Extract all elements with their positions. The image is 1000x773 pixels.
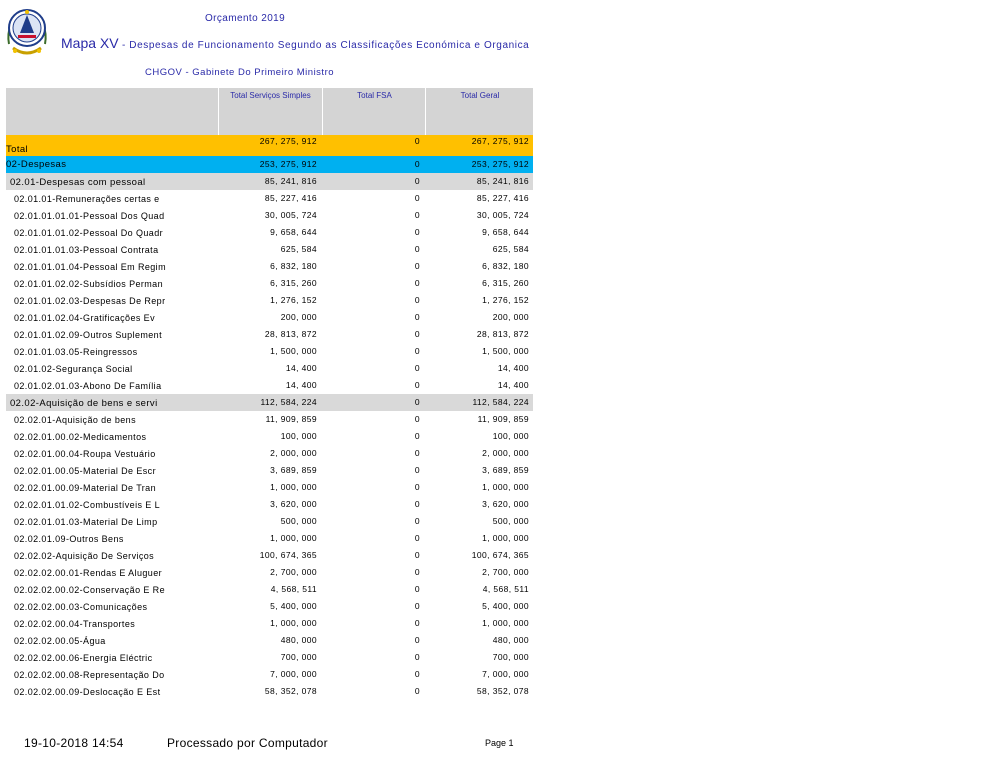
- row-label: 02.01.01.02.02-Subsídios Perman: [14, 279, 163, 289]
- row-total-fsa: 0: [414, 533, 420, 543]
- row-label: 02.01.01.03.05-Reingressos: [14, 347, 138, 357]
- row-label: Total: [6, 144, 29, 155]
- row-total-fsa: 0: [414, 601, 420, 611]
- table-row: [6, 649, 533, 666]
- row-total-fsa: 0: [414, 176, 420, 186]
- table-row: [6, 173, 533, 190]
- row-total-simples: 4, 568, 511: [270, 584, 317, 594]
- table-row: [6, 135, 533, 156]
- table-header: [6, 88, 533, 135]
- row-label: 02.02-Aquisição de bens e servi: [10, 398, 158, 409]
- column-header-simples: Total Serviços Simples: [219, 88, 323, 135]
- row-total-geral: 5, 400, 000: [482, 601, 529, 611]
- row-total-fsa: 0: [414, 431, 420, 441]
- table-row: [6, 530, 533, 547]
- coat-of-arms-emblem: [3, 4, 51, 58]
- row-label: 02.01.01.01.02-Pessoal Do Quadr: [14, 228, 163, 238]
- row-label: 02.01.01.02.09-Outros Suplement: [14, 330, 162, 340]
- row-label: 02.02.01.01.02-Combustíveis E L: [14, 500, 160, 510]
- row-total-geral: 85, 241, 816: [476, 176, 529, 186]
- row-total-simples: 28, 813, 872: [264, 329, 317, 339]
- row-total-geral: 9, 658, 644: [482, 227, 529, 237]
- row-label: 02.01.01-Remunerações certas e: [14, 194, 160, 204]
- map-subtitle: Despesas de Funcionamento Segundo as Classificações Económica e Organica: [129, 40, 530, 51]
- row-total-simples: 500, 000: [280, 516, 317, 526]
- row-total-fsa: 0: [414, 397, 420, 407]
- row-label: 02.01.01.01.03-Pessoal Contrata: [14, 245, 159, 255]
- row-label: 02.01.01.02.04-Gratificações Ev: [14, 313, 155, 323]
- row-label: 02.02.02.00.04-Transportes: [14, 619, 136, 629]
- table-row: [6, 462, 533, 479]
- row-total-simples: 14, 400: [285, 363, 317, 373]
- row-total-fsa: 0: [414, 159, 420, 169]
- row-total-fsa: 0: [414, 652, 420, 662]
- row-total-fsa: 0: [414, 193, 420, 203]
- expenses-table: [6, 88, 533, 700]
- row-total-fsa: 0: [414, 482, 420, 492]
- row-total-geral: 6, 315, 260: [482, 278, 529, 288]
- row-label: 02.02.02.00.02-Conservação E Re: [14, 585, 165, 595]
- row-label: 02.02.01-Aquisição de bens: [14, 415, 136, 425]
- table-row: [6, 309, 533, 326]
- row-label: 02.01.01.01.01-Pessoal Dos Quad: [14, 211, 165, 221]
- row-label: 02.02.02.00.08-Representação Do: [14, 670, 165, 680]
- table-row: [6, 190, 533, 207]
- table-row: [6, 666, 533, 683]
- row-total-geral: 700, 000: [492, 652, 529, 662]
- table-row: [6, 326, 533, 343]
- row-total-fsa: 0: [414, 414, 420, 424]
- table-row: [6, 513, 533, 530]
- table-row: [6, 598, 533, 615]
- row-total-geral: 85, 227, 416: [476, 193, 529, 203]
- row-label: 02.02.02.00.03-Comunicações: [14, 602, 148, 612]
- row-total-geral: 3, 620, 000: [482, 499, 529, 509]
- row-total-simples: 1, 000, 000: [270, 533, 317, 543]
- row-label: 02-Despesas: [6, 159, 67, 170]
- row-label: 02.02.02.00.01-Rendas E Aluguer: [14, 568, 163, 578]
- table-row: [6, 394, 533, 411]
- row-total-simples: 112, 584, 224: [260, 397, 317, 407]
- row-label: 02.01.02.01.03-Abono De Família: [14, 381, 162, 391]
- row-total-simples: 6, 315, 260: [270, 278, 317, 288]
- row-total-simples: 100, 000: [280, 431, 317, 441]
- row-total-simples: 1, 000, 000: [270, 482, 317, 492]
- row-label: 02.01.02-Segurança Social: [14, 364, 133, 374]
- row-total-geral: 625, 584: [492, 244, 529, 254]
- table-row: [6, 292, 533, 309]
- table-row: [6, 428, 533, 445]
- row-total-simples: 253, 275, 912: [259, 159, 317, 169]
- row-total-fsa: 0: [414, 635, 420, 645]
- row-label: 02.02.01.00.05-Material De Escr: [14, 466, 156, 476]
- row-total-simples: 85, 241, 816: [264, 176, 317, 186]
- row-total-geral: 30, 005, 724: [476, 210, 529, 220]
- row-total-geral: 1, 000, 000: [482, 533, 529, 543]
- row-label: 02.01-Despesas com pessoal: [10, 177, 146, 188]
- row-label: 02.02.02.00.05-Água: [14, 636, 106, 646]
- table-row: [6, 615, 533, 632]
- row-total-geral: 1, 276, 152: [482, 295, 529, 305]
- row-total-simples: 625, 584: [280, 244, 317, 254]
- table-row: [6, 275, 533, 292]
- row-label: 02.02.01.00.04-Roupa Vestuário: [14, 449, 156, 459]
- table-row: [6, 496, 533, 513]
- row-total-geral: 100, 000: [492, 431, 529, 441]
- row-total-simples: 1, 000, 000: [270, 618, 317, 628]
- row-total-fsa: 0: [414, 329, 420, 339]
- row-total-simples: 30, 005, 724: [264, 210, 317, 220]
- footer-processed: Processado por Computador: [167, 736, 328, 750]
- row-total-fsa: 0: [414, 465, 420, 475]
- row-total-fsa: 0: [414, 499, 420, 509]
- row-label: 02.02.01.09-Outros Bens: [14, 534, 124, 544]
- row-total-simples: 480, 000: [280, 635, 317, 645]
- column-header-fsa: Total FSA: [324, 88, 426, 135]
- row-total-geral: 7, 000, 000: [482, 669, 529, 679]
- table-row: [6, 377, 533, 394]
- row-total-fsa: 0: [414, 584, 420, 594]
- row-total-geral: 14, 400: [497, 380, 529, 390]
- row-total-geral: 58, 352, 078: [476, 686, 529, 696]
- table-row: [6, 258, 533, 275]
- row-label: 02.02.01.00.09-Material De Tran: [14, 483, 156, 493]
- row-total-geral: 2, 000, 000: [482, 448, 529, 458]
- row-total-simples: 267, 275, 912: [259, 136, 317, 146]
- row-total-simples: 3, 620, 000: [270, 499, 317, 509]
- map-separator: -: [118, 40, 130, 51]
- row-total-geral: 3, 689, 859: [482, 465, 529, 475]
- table-row: [6, 547, 533, 564]
- row-total-simples: 14, 400: [285, 380, 317, 390]
- row-total-fsa: 0: [414, 312, 420, 322]
- row-total-simples: 100, 674, 365: [259, 550, 317, 560]
- row-total-fsa: 0: [414, 686, 420, 696]
- row-total-fsa: 0: [414, 516, 420, 526]
- row-total-simples: 2, 000, 000: [270, 448, 317, 458]
- row-total-fsa: 0: [414, 278, 420, 288]
- row-total-simples: 58, 352, 078: [264, 686, 317, 696]
- row-total-fsa: 0: [414, 261, 420, 271]
- footer-datetime: 19-10-2018 14:54: [24, 736, 124, 750]
- row-total-fsa: 0: [414, 295, 420, 305]
- row-total-simples: 11, 909, 859: [265, 414, 317, 424]
- table-row: [6, 683, 533, 700]
- row-total-geral: 6, 832, 180: [482, 261, 529, 271]
- row-total-geral: 480, 000: [492, 635, 529, 645]
- table-row: [6, 632, 533, 649]
- row-total-simples: 9, 658, 644: [270, 227, 317, 237]
- row-total-simples: 3, 689, 859: [270, 465, 317, 475]
- table-row: [6, 564, 533, 581]
- map-label: Mapa XV: [61, 35, 119, 51]
- budget-year-title: Orçamento 2019: [205, 13, 286, 24]
- row-label: 02.02.02.00.06-Energia Eléctric: [14, 653, 153, 663]
- row-total-fsa: 0: [414, 448, 420, 458]
- row-total-simples: 2, 700, 000: [270, 567, 317, 577]
- row-total-geral: 1, 500, 000: [482, 346, 529, 356]
- row-total-simples: 200, 000: [280, 312, 317, 322]
- row-total-geral: 253, 275, 912: [471, 159, 529, 169]
- row-total-geral: 112, 584, 224: [472, 397, 529, 407]
- row-total-fsa: 0: [414, 210, 420, 220]
- row-total-fsa: 0: [414, 227, 420, 237]
- map-title: [61, 35, 529, 53]
- row-total-geral: 2, 700, 000: [482, 567, 529, 577]
- table-row: [6, 360, 533, 377]
- row-total-geral: 267, 275, 912: [471, 136, 529, 146]
- row-total-fsa: 0: [414, 363, 420, 373]
- table-row: [6, 479, 533, 496]
- row-label: 02.02.01.00.02-Medicamentos: [14, 432, 147, 442]
- row-total-geral: 100, 674, 365: [471, 550, 529, 560]
- row-total-simples: 5, 400, 000: [270, 601, 317, 611]
- row-total-geral: 500, 000: [492, 516, 529, 526]
- row-total-simples: 7, 000, 000: [270, 669, 317, 679]
- row-total-fsa: 0: [414, 136, 420, 146]
- row-total-geral: 200, 000: [492, 312, 529, 322]
- header-blank-cell: [6, 88, 219, 135]
- row-total-fsa: 0: [414, 567, 420, 577]
- row-label: 02.01.01.02.03-Despesas De Repr: [14, 296, 166, 306]
- row-label: 02.02.02-Aquisição De Serviços: [14, 551, 155, 561]
- footer-page-number: Page 1: [485, 738, 514, 748]
- row-total-fsa: 0: [414, 380, 420, 390]
- row-total-simples: 6, 832, 180: [270, 261, 317, 271]
- organization-title: CHGOV - Gabinete Do Primeiro Ministro: [145, 67, 335, 78]
- row-total-fsa: 0: [414, 550, 420, 560]
- row-total-simples: 700, 000: [280, 652, 317, 662]
- row-total-fsa: 0: [414, 669, 420, 679]
- row-label: 02.02.02.00.09-Deslocação E Est: [14, 687, 161, 697]
- table-row: [6, 411, 533, 428]
- row-total-fsa: 0: [414, 346, 420, 356]
- table-row: [6, 445, 533, 462]
- column-header-geral: Total Geral: [460, 91, 500, 100]
- row-total-geral: 14, 400: [497, 363, 529, 373]
- row-total-geral: 1, 000, 000: [482, 618, 529, 628]
- table-row: [6, 224, 533, 241]
- table-row: [6, 581, 533, 598]
- row-total-simples: 1, 500, 000: [270, 346, 317, 356]
- row-total-geral: 28, 813, 872: [476, 329, 529, 339]
- row-total-fsa: 0: [414, 618, 420, 628]
- row-label: 02.01.01.01.04-Pessoal Em Regim: [14, 262, 166, 272]
- table-row: [6, 207, 533, 224]
- row-label: 02.02.01.01.03-Material De Limp: [14, 517, 158, 527]
- row-total-simples: 1, 276, 152: [270, 295, 317, 305]
- table-row: [6, 241, 533, 258]
- table-row: [6, 156, 533, 173]
- row-total-geral: 11, 909, 859: [477, 414, 529, 424]
- table-row: [6, 343, 533, 360]
- table-body: [6, 135, 533, 700]
- row-total-geral: 1, 000, 000: [482, 482, 529, 492]
- row-total-geral: 4, 568, 511: [482, 584, 529, 594]
- row-total-fsa: 0: [414, 244, 420, 254]
- row-total-simples: 85, 227, 416: [264, 193, 317, 203]
